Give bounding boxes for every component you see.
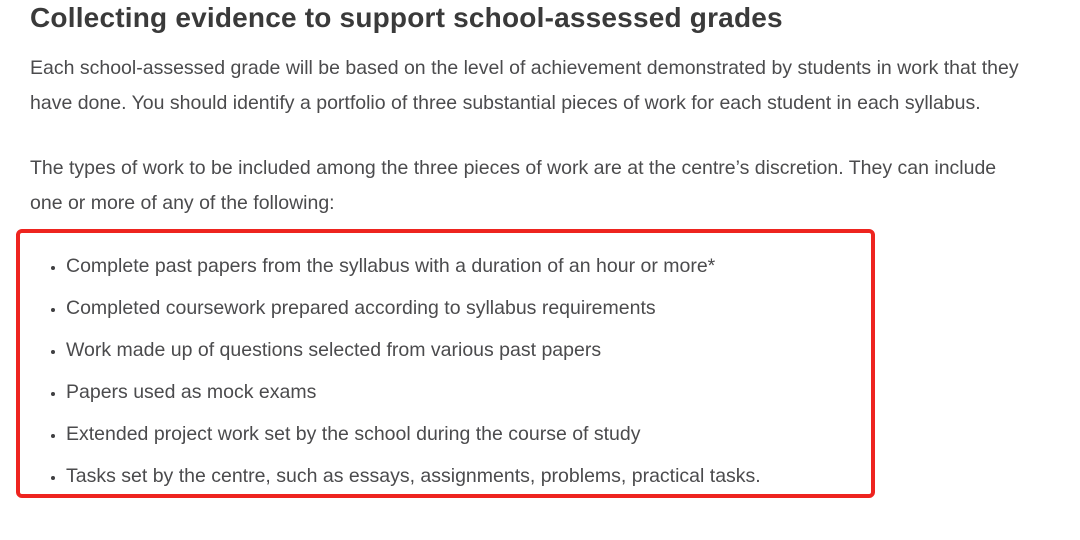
list-item: • Work made up of questions selected from various past papers <box>66 329 871 371</box>
annotation-highlight-box <box>16 229 875 498</box>
list-item: • Completed coursework prepared according to syllabus requirements <box>66 287 871 329</box>
intro-paragraph: Each school-assessed grade will be based on the level of achievement demonstrated by students in work that they have done. You should identify a portfolio of three substantial pieces of work for each student in each syllabus. <box>30 57 1019 114</box>
evidence-list <box>20 233 871 497</box>
page-title: Collecting evidence to support school-assessed grades <box>30 2 783 33</box>
list-item: • Papers used as mock exams <box>66 371 871 413</box>
types-paragraph: The types of work to be included among the three pieces of work are at the centre’s discretion. They can include one or more of any of the following: <box>30 157 997 214</box>
list-item: • Extended project work set by the school during the course of study <box>66 413 871 455</box>
list-item: • Complete past papers from the syllabus with a duration of an hour or more* <box>66 245 871 287</box>
list-item: • Tasks set by the centre, such as essays, assignments, problems, practical tasks. <box>66 455 871 497</box>
